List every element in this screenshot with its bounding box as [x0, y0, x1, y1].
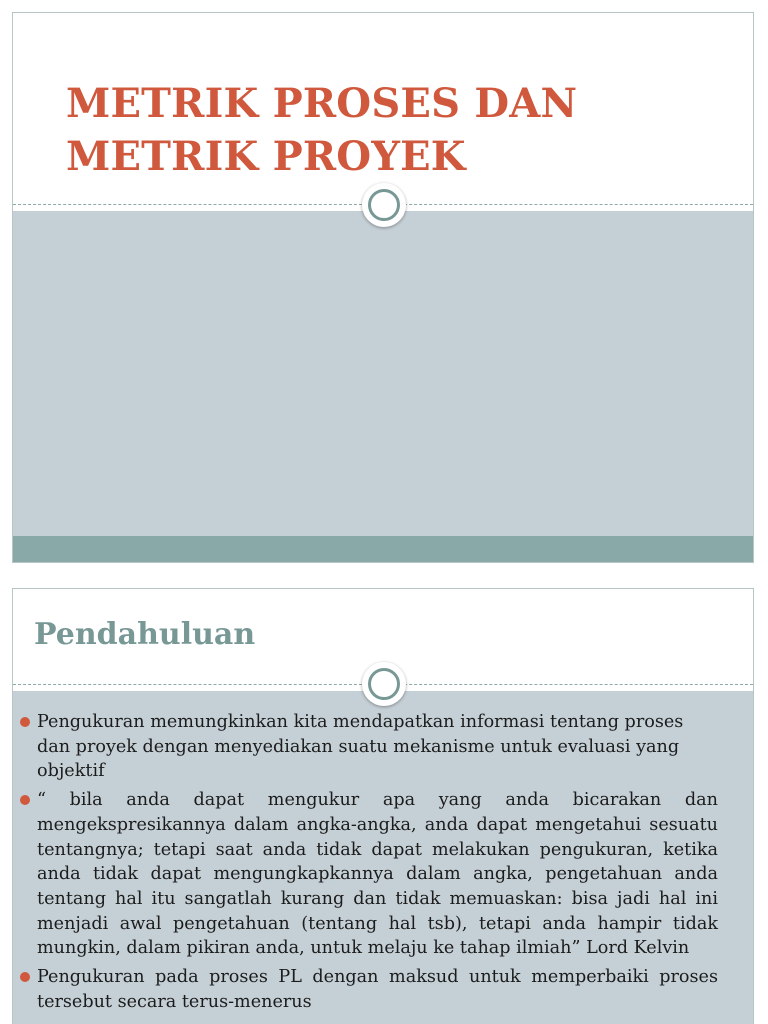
bottom-band [13, 536, 753, 562]
bullet-item [20, 710, 718, 784]
bullet-item [20, 965, 718, 1014]
circle-ornament-icon [362, 183, 406, 227]
slide-title-line-2: METRIK PROYEK [66, 133, 466, 180]
bullet-text: “ bila anda dapat mengukur apa yang anda bicarakan dan mengekspresikannya dalam angka-angka, anda dapat mengetahui sesuatu tentangnya; tetapi saat anda tidak dapat melakukan pengukuran, ketika anda tidak dapat mengungkapkannya dalam angka, pengetahuan anda tentang hal itu sangatlah kurang dan tidak memuaskan: bisa jadi hal ini menjadi awal pengetahuan (tentang hal tsb), tetapi anda hampir tidak mungkin, dalam pikiran anda, untuk melaju ke tahap ilmiah” Lord Kelvin [37, 790, 718, 959]
bullet-text: Pengukuran pada proses PL dengan maksud untuk memperbaiki proses tersebut secara terus-menerus [37, 967, 718, 1012]
bullet-item [20, 788, 718, 961]
circle-ornament-icon [362, 662, 406, 706]
title-slide [12, 12, 754, 563]
bullet-dot-icon [20, 972, 30, 982]
slide-title [66, 77, 686, 183]
slide-title-line-1: METRIK PROSES DAN [66, 80, 578, 127]
bullet-dot-icon [20, 717, 30, 727]
slide-heading: Pendahuluan [34, 617, 256, 652]
bullet-list [20, 710, 718, 1018]
bullet-dot-icon [20, 795, 30, 805]
content-panel [13, 211, 753, 537]
bullet-text: Pengukuran memungkinkan kita mendapatkan informasi tentang proses dan proyek dengan menyediakan suatu mekanisme untuk evaluasi yang objektif [37, 712, 684, 782]
title-area [13, 13, 753, 205]
